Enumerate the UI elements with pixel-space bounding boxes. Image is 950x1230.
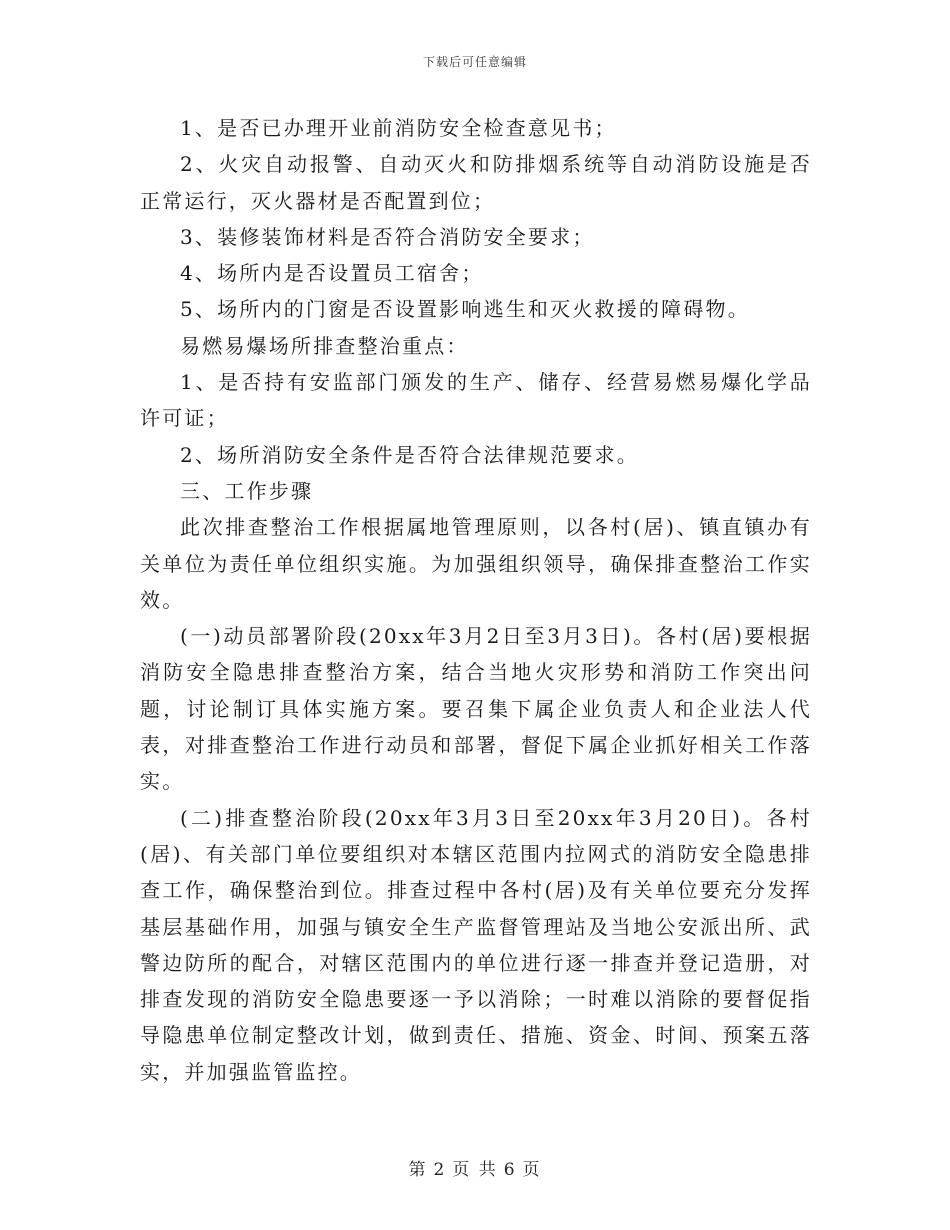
paragraph: 2、场所消防安全条件是否符合法律规范要求。 bbox=[180, 442, 639, 467]
paragraph: 5、场所内的门窗是否设置影响逃生和灭火救援的障碍物。 bbox=[180, 297, 750, 322]
paragraph: 3、装修装饰材料是否符合消防安全要求； bbox=[180, 224, 595, 249]
paragraph: 1、是否已办理开业前消防安全检查意见书； bbox=[180, 116, 617, 140]
paragraph: 4、场所内是否设置员工宿舍； bbox=[180, 261, 484, 286]
page-header: 下载后可任意编辑 bbox=[422, 55, 527, 69]
footer-suffix: 页 bbox=[522, 1160, 542, 1180]
total-page-number: 6 bbox=[503, 1160, 517, 1180]
paragraph: 此次排查整治工作根据属地管理原则，以各村(居)、镇直镇办有关单位为责任单位组织实施。为加强组织领导，确保排查整治工作实效。 bbox=[140, 515, 812, 612]
document-body bbox=[140, 110, 812, 1090]
current-page-number: 2 bbox=[433, 1160, 447, 1180]
paragraph: (一)动员部署阶段(20xx年3月2日至3月3日)。各村(居)要根据消防安全隐患排查整治方案，结合当地火灾形势和消防工作突出问题，讨论制订具体实施方案。要召集下属企业负责人和企业法人代表，对排查整治工作进行动员和部署，督促下属企业抓好相关工作落实。 bbox=[140, 624, 812, 794]
section-heading: 三、工作步骤 bbox=[180, 478, 314, 503]
paragraph: (二)排查整治阶段(20xx年3月3日至20xx年3月20日)。各村(居)、有关部门单位要组织对本辖区范围内拉网式的消防安全隐患排查工作，确保整治到位。排查过程中各村(居)及有关单位要充分发挥基层基础作用，加强与镇安全生产监督管理站及当地公安派出所、武警边防所的配合，对辖区范围内的单位进行逐一排查并登记造册，对排查发现的消防安全隐患要逐一予以消除；一时难以消除的要督促指导隐患单位制定整改计划，做到责任、措施、资金、时间、预案五落实，并加强监管监控。 bbox=[140, 805, 812, 1084]
paragraph: 2、火灾自动报警、自动灭火和防排烟系统等自动消防设施是否正常运行，灭火器材是否配置到位； bbox=[140, 152, 812, 213]
footer-middle: 页 共 bbox=[452, 1160, 498, 1180]
footer-prefix: 第 bbox=[408, 1160, 428, 1180]
paragraph: 1、是否持有安监部门颁发的生产、储存、经营易燃易爆化学品许可证； bbox=[140, 370, 812, 431]
section-heading: 易燃易爆场所排查整治重点： bbox=[180, 333, 469, 358]
page-footer bbox=[0, 1155, 950, 1180]
